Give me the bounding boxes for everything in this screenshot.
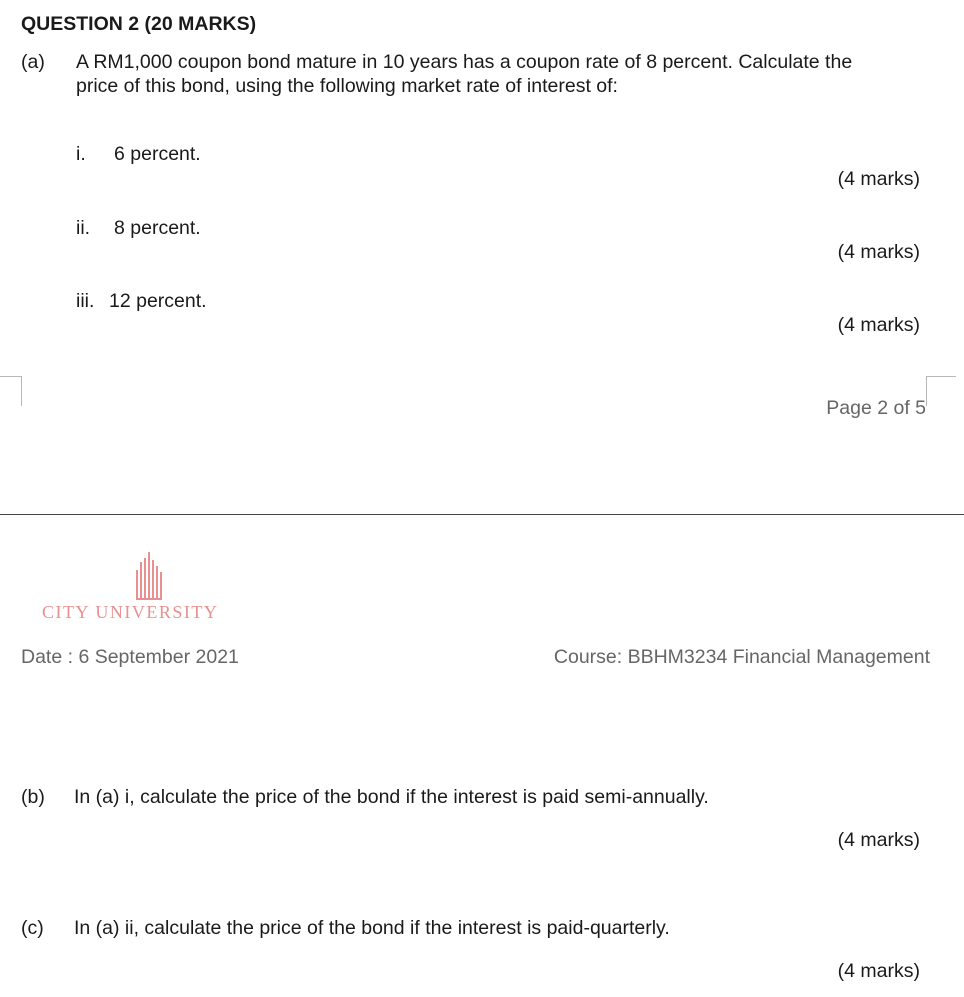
item-ii-text: 8 percent. [114, 217, 201, 239]
part-a-line1: A RM1,000 coupon bond mature in 10 years has a coupon rate of 8 percent. Calculate the [76, 51, 853, 73]
part-b-text: In (a) i, calculate the price of the bond if the interest is paid semi-annually. [74, 786, 709, 808]
part-c-marks: (4 marks) [837, 960, 920, 982]
crop-mark-left-vertical [21, 376, 22, 406]
crop-mark-right-horizontal [926, 376, 956, 377]
exam-date: Date : 6 September 2021 [21, 646, 239, 668]
crop-mark-left-horizontal [0, 376, 22, 377]
part-b-marks: (4 marks) [837, 829, 920, 851]
item-i-text: 6 percent. [114, 143, 201, 165]
item-ii-marks: (4 marks) [837, 241, 920, 263]
page-divider [0, 514, 964, 515]
part-c-text: In (a) ii, calculate the price of the bond if the interest is paid-quarterly. [74, 917, 670, 939]
part-a-label: (a) [21, 51, 45, 73]
logo-text: CITY UNIVERSITY [42, 602, 219, 622]
page-number: Page 2 of 5 [826, 397, 926, 419]
part-a-line2: price of this bond, using the following market rate of interest of: [76, 75, 618, 97]
item-iii-marks: (4 marks) [837, 314, 920, 336]
item-i-marks: (4 marks) [837, 168, 920, 190]
item-i-number: i. [76, 143, 86, 165]
part-b-label: (b) [21, 786, 45, 808]
question-heading: QUESTION 2 (20 MARKS) [21, 13, 257, 35]
item-iii-text: 12 percent. [109, 290, 207, 312]
part-c-label: (c) [21, 917, 44, 939]
university-logo [42, 548, 254, 620]
crop-mark-right-vertical [926, 376, 927, 406]
item-ii-number: ii. [76, 217, 91, 239]
item-iii-number: iii. [76, 290, 95, 312]
course-name: Course: BBHM3234 Financial Management [553, 646, 930, 668]
building-icon [42, 548, 254, 598]
